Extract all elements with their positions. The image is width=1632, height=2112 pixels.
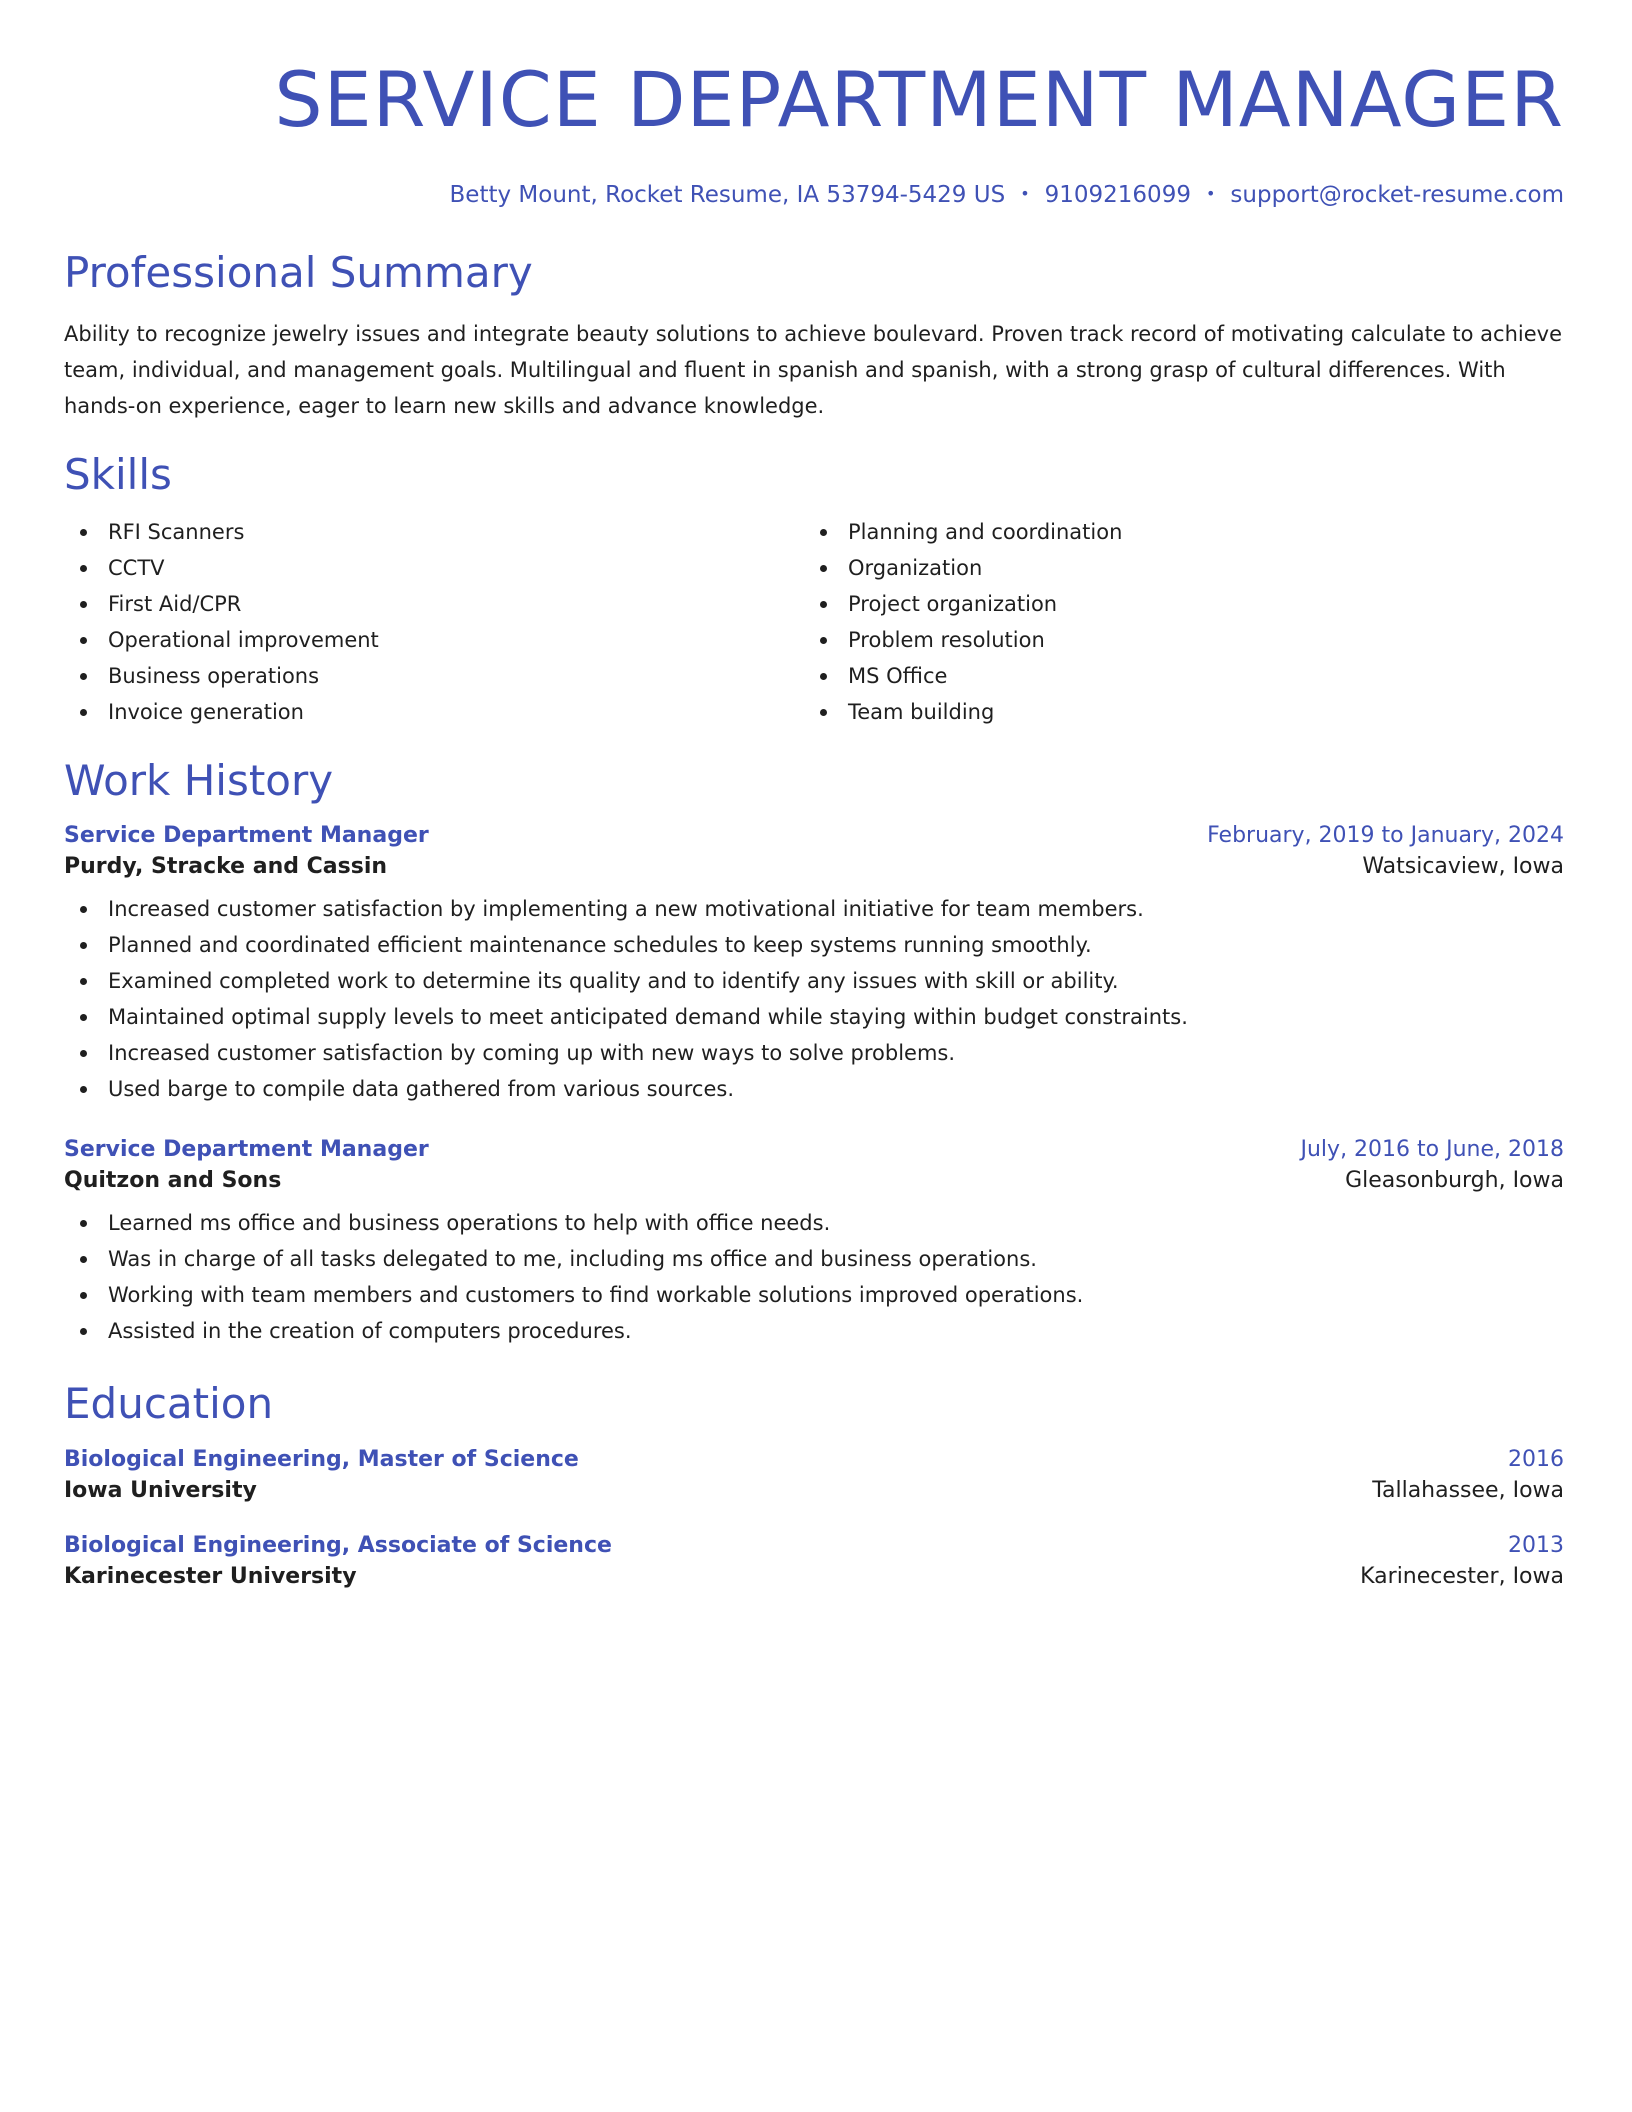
job-bullet: Maintained optimal supply levels to meet anticipated demand while staying within budget constraints. bbox=[64, 999, 1564, 1035]
education-heading: Education bbox=[64, 1378, 274, 1428]
job-bullet: Increased customer satisfaction by implementing a new motivational initiative for team members. bbox=[64, 891, 1564, 927]
job-entry bbox=[64, 823, 1564, 1107]
education-entry bbox=[64, 1447, 1564, 1503]
company-name: Purdy, Stracke and Cassin bbox=[64, 853, 388, 879]
skills-heading: Skills bbox=[64, 450, 172, 500]
summary-text: Ability to recognize jewelry issues and integrate beauty solutions to achieve boulevard. Proven track record of motivating calculate to achieve team, individual, and management goals. Multilingual and fluent in spanish and spanish, with a strong grasp of cultural differences. With hands-on experience, eager to learn new skills and advance knowledge. bbox=[64, 322, 1562, 419]
skill-item: MS Office bbox=[804, 658, 1544, 694]
school-name: Karinecester University bbox=[64, 1563, 357, 1589]
job-dates: February, 2019 to January, 2024 bbox=[1207, 822, 1564, 848]
contact-email[interactable]: support@rocket-resume.com bbox=[1230, 182, 1564, 208]
skills-list bbox=[64, 514, 1564, 730]
job-location: Gleasonburgh, Iowa bbox=[1345, 1167, 1564, 1193]
job-bullet: Learned ms office and business operations to help with office needs. bbox=[64, 1205, 1564, 1241]
contact-separator: • bbox=[1020, 184, 1030, 203]
resume-page bbox=[64, 0, 1564, 1589]
skill-item: Problem resolution bbox=[804, 622, 1544, 658]
job-bullet: Working with team members and customers to find workable solutions improved operations. bbox=[64, 1277, 1564, 1313]
summary-heading: Professional Summary bbox=[64, 248, 533, 297]
job-entry bbox=[64, 1137, 1564, 1349]
job-title: Service Department Manager bbox=[64, 822, 429, 848]
skill-item: Invoice generation bbox=[64, 694, 804, 730]
skills-column-right bbox=[804, 514, 1544, 730]
job-bullet: Was in charge of all tasks delegated to me, including ms office and business operations. bbox=[64, 1241, 1564, 1277]
job-bullet: Planned and coordinated efficient maintenance schedules to keep systems running smoothly. bbox=[64, 927, 1564, 963]
graduation-year: 2013 bbox=[1508, 1532, 1564, 1558]
contact-line bbox=[64, 182, 1564, 208]
job-bullet: Used barge to compile data gathered from various sources. bbox=[64, 1071, 1564, 1107]
contact-address: Betty Mount, Rocket Resume, IA 53794-5429 US bbox=[449, 182, 1006, 208]
skill-item: Business operations bbox=[64, 658, 804, 694]
skill-item: RFI Scanners bbox=[64, 514, 804, 550]
job-bullet: Increased customer satisfaction by coming up with new ways to solve problems. bbox=[64, 1035, 1564, 1071]
work-history-heading: Work History bbox=[64, 756, 334, 806]
job-bullet: Assisted in the creation of computers procedures. bbox=[64, 1313, 1564, 1349]
school-location: Karinecester, Iowa bbox=[1360, 1563, 1564, 1589]
graduation-year: 2016 bbox=[1508, 1446, 1564, 1472]
skill-item: Operational improvement bbox=[64, 622, 804, 658]
job-dates: July, 2016 to June, 2018 bbox=[1300, 1136, 1564, 1162]
job-location: Watsicaview, Iowa bbox=[1362, 853, 1564, 879]
job-title: Service Department Manager bbox=[64, 1136, 429, 1162]
job-bullets bbox=[64, 1205, 1564, 1349]
degree-title: Biological Engineering, Master of Science bbox=[64, 1446, 579, 1472]
skill-item: Team building bbox=[804, 694, 1544, 730]
resume-title: SERVICE DEPARTMENT MANAGER bbox=[274, 55, 1564, 144]
skill-item: Planning and coordination bbox=[804, 514, 1544, 550]
skill-item: CCTV bbox=[64, 550, 804, 586]
school-location: Tallahassee, Iowa bbox=[1372, 1477, 1564, 1503]
contact-separator: • bbox=[1205, 184, 1216, 203]
skill-item: Organization bbox=[804, 550, 1544, 586]
skills-column-left bbox=[64, 514, 804, 730]
contact-phone: 9109216099 bbox=[1044, 182, 1191, 208]
skill-item: First Aid/CPR bbox=[64, 586, 804, 622]
job-bullets bbox=[64, 891, 1564, 1107]
skill-item: Project organization bbox=[804, 586, 1544, 622]
job-bullet: Examined completed work to determine its quality and to identify any issues with skill or ability. bbox=[64, 963, 1564, 999]
school-name: Iowa University bbox=[64, 1477, 257, 1503]
degree-title: Biological Engineering, Associate of Science bbox=[64, 1532, 612, 1558]
education-entry bbox=[64, 1533, 1564, 1589]
company-name: Quitzon and Sons bbox=[64, 1167, 282, 1193]
